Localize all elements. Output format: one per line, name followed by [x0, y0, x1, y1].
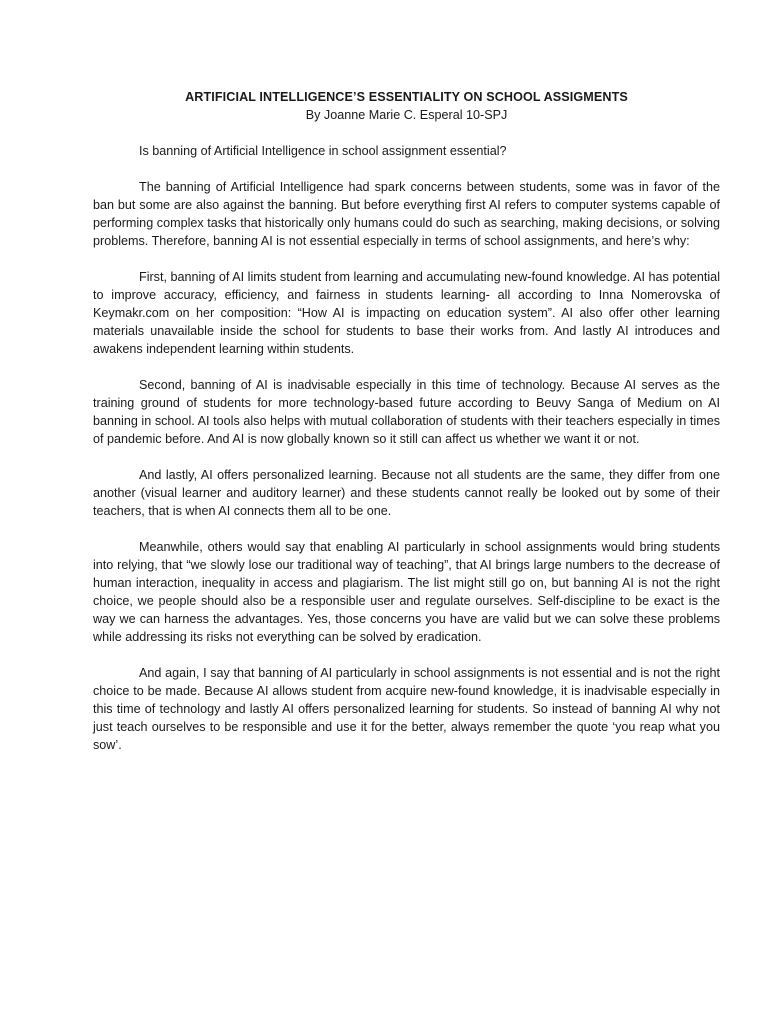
essay-question: Is banning of Artificial Intelligence in school assignment essential? — [139, 144, 507, 158]
author-byline: By Joanne Marie C. Esperal 10-SPJ — [305, 108, 508, 122]
document-body — [93, 88, 720, 754]
paragraph-intro: The banning of Artificial Intelligence had spark concerns between students, some was in favor of the ban but some are also against the banning. But before everything first AI refers to computer systems capable of performing complex tasks that historically only humans could do such as searching, making decisions, or solving problems. Therefore, banning AI is not essential especially in terms of school assignments, and here’s why: — [93, 180, 720, 248]
paragraph-second-argument: Second, banning of AI is inadvisable especially in this time of technology. Because AI serves as the training ground of students for more technology-based future according to Beuvy Sanga of Medium on AI banning in school. AI tools also helps with mutual collaboration of students with their teachers especially in times of pandemic before. And AI is now globally known so it still can affect us whether we want it or not. — [93, 378, 720, 446]
paragraph-first-argument: First, banning of AI limits student from learning and accumulating new-found knowledge. AI has potential to improve accuracy, efficiency, and fairness in students learning- all according to Inna Nomerovska of Keymakr.com on her composition: “How AI is impacting on education system”. AI also offer other learning materials unavailable inside the school for students to base their works from. And lastly AI introduces and awakens independent learning within students. — [93, 270, 720, 356]
paragraph-counterargument: Meanwhile, others would say that enabling AI particularly in school assignments would bring students into relying, that “we slowly lose our traditional way of teaching”, that AI brings large numbers to the decrease of human interaction, inequality in access and plagiarism. The list might still go on, but banning AI is not the right choice, we people should also be a responsible user and regulate ourselves. Self-discipline to be exact is the way we can harness the advantages. Yes, those concerns you have are valid but we can solve these problems while addressing its risks not everything can be solved by eradication. — [93, 540, 720, 644]
document-title: ARTIFICIAL INTELLIGENCE’S ESSENTIALITY ON SCHOOL ASSIGMENTS — [185, 90, 628, 104]
paragraph-third-argument: And lastly, AI offers personalized learning. Because not all students are the same, they differ from one another (visual learner and auditory learner) and these students cannot really be looked out by some of their teachers, that is when AI connects them all to be one. — [93, 468, 720, 518]
paragraph-conclusion: And again, I say that banning of AI particularly in school assignments is not essential and is not the right choice to be made. Because AI allows student from acquire new-found knowledge, it is inadvisable especially in this time of technology and lastly AI offers personalized learning for students. So instead of banning AI why not just teach ourselves to be responsible and use it for the better, always remember the quote ‘you reap what you sow’. — [93, 666, 720, 752]
